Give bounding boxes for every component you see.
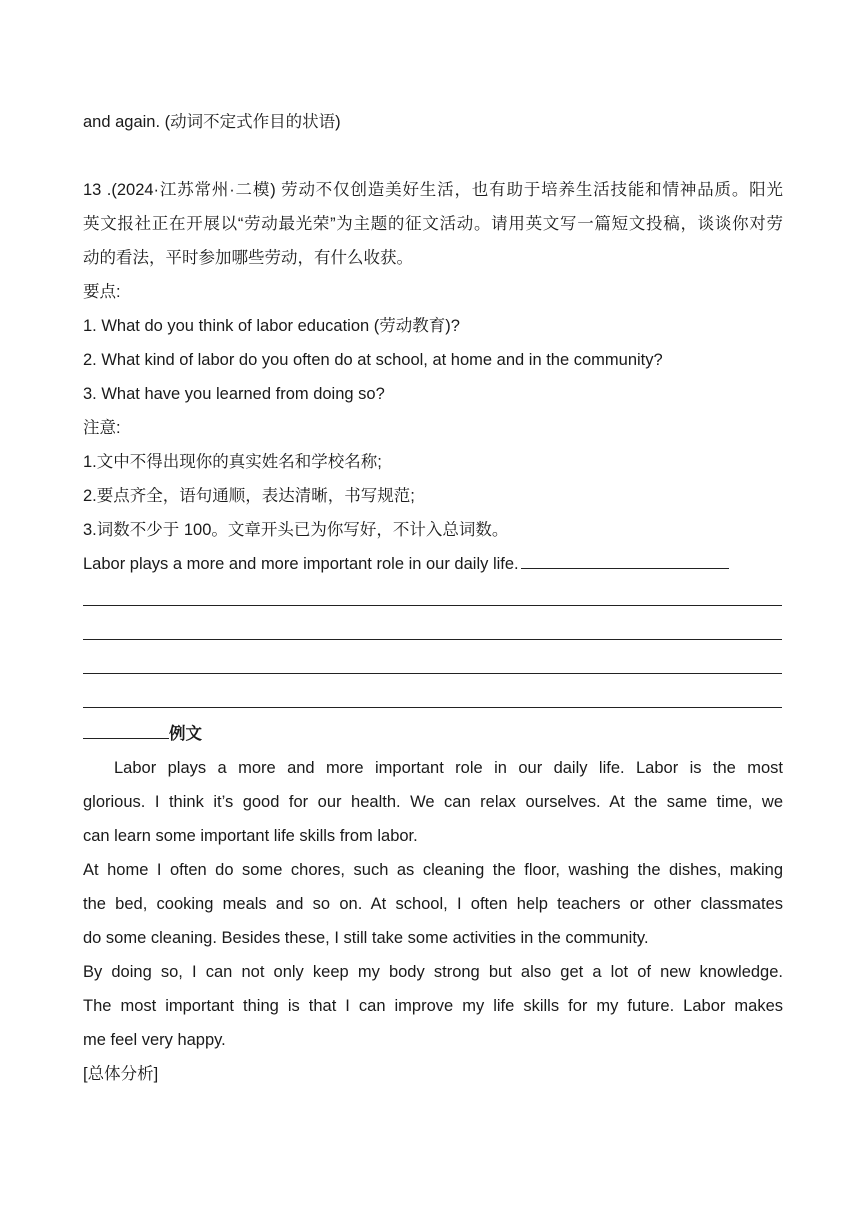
essay-line: the bed, cooking meals and so on. At school, I often help teachers or other classmates xyxy=(83,895,783,913)
note-item: 2.要点齐全，语句通顺，表达清晰，书写规范; xyxy=(83,487,415,505)
question-line-3: 动的看法，平时参加哪些劳动，有什么收获。 xyxy=(83,249,413,267)
example-heading xyxy=(83,723,783,745)
question-line-2: 英文报社正在开展以“劳动最光荣”为主题的征文活动。请用英文写一篇短文投稿，谈谈你对劳 xyxy=(83,215,783,233)
essay-line: can learn some important life skills from labor. xyxy=(83,827,418,845)
essay-line: By doing so, I can not only keep my body strong but also get a lot of new knowledge. xyxy=(83,963,783,981)
essay-line: glorious. I think it’s good for our health. We can relax ourselves. At the same time, we xyxy=(83,793,783,811)
note-item: 3.词数不少于 100。文章开头已为你写好，不计入总词数。 xyxy=(83,521,509,539)
answer-line xyxy=(83,707,782,708)
analysis-label: [总体分析] xyxy=(83,1065,159,1083)
essay-line: At home I often do some chores, such as cleaning the floor, washing the dishes, making xyxy=(83,861,783,879)
answer-blank-short xyxy=(83,724,169,739)
points-heading: 要点: xyxy=(83,283,121,301)
point-item: 1. What do you think of labor education (劳动教育)? xyxy=(83,317,460,335)
essay-line: Labor plays a more and more important role in our daily life. Labor is the most xyxy=(114,759,783,777)
essay-line: The most important thing is that I can improve my life skills for my future. Labor makes xyxy=(83,997,783,1015)
note-item: 1.文中不得出现你的真实姓名和学校名称; xyxy=(83,453,382,471)
continuation-text: and again. (动词不定式作目的状语) xyxy=(83,113,341,131)
opening-sentence: Labor plays a more and more important role in our daily life. xyxy=(83,555,519,573)
essay-line: do some cleaning. Besides these, I still take some activities in the community. xyxy=(83,929,649,947)
answer-blank xyxy=(521,554,729,569)
answer-line xyxy=(83,605,782,606)
example-label: 例文 xyxy=(169,725,202,743)
opening-line xyxy=(83,553,783,575)
answer-line xyxy=(83,639,782,640)
answer-line xyxy=(83,673,782,674)
notes-heading: 注意: xyxy=(83,419,121,437)
question-line-1: 13 .(2024·江苏常州·二模) 劳动不仅创造美好生活，也有助于培养生活技能和情神品质。阳光 xyxy=(83,181,783,199)
point-item: 3. What have you learned from doing so? xyxy=(83,385,385,403)
essay-line: me feel very happy. xyxy=(83,1031,226,1049)
point-item: 2. What kind of labor do you often do at school, at home and in the community? xyxy=(83,351,663,369)
